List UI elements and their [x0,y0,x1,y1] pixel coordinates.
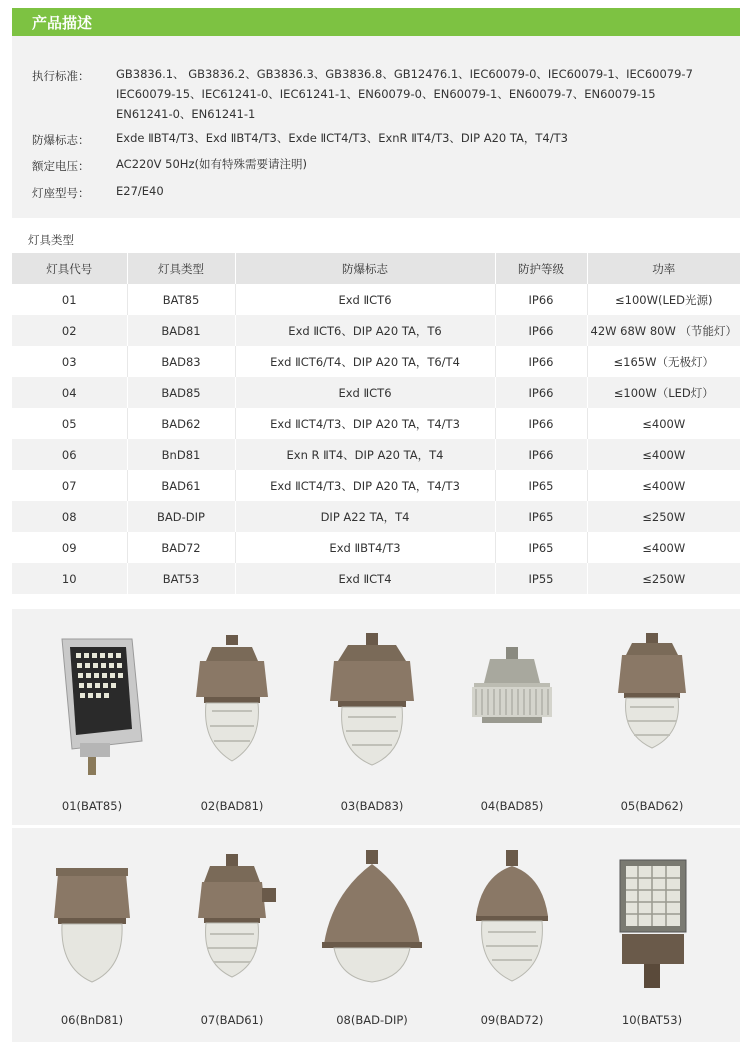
column-header: 功率 [587,253,740,284]
table-cell: Exd ⅡCT4/T3、DIP A20 TA，T4/T3 [235,408,495,439]
table-cell: Exd ⅡCT6 [235,284,495,315]
table-cell: ≤400W [587,470,740,501]
product-gallery-row-1 [12,609,740,825]
explosion-proof-lamp-icon [32,848,152,998]
spec-standard-label: 执行标准： [32,69,90,83]
table-cell: ≤165W（无极灯） [587,346,740,377]
product-caption: 06(BnD81) [60,1013,124,1027]
table-cell: BAD81 [127,315,235,346]
table-row [12,532,740,563]
table-cell: IP66 [495,346,587,377]
product-card [582,848,722,998]
table-cell: ≤400W [587,439,740,470]
column-header: 灯具类型 [127,253,235,284]
product-caption: 04(BAD85) [480,799,544,813]
spec-marking-value: Exde ⅡBT4/T3、Exd ⅡBT4/T3、Exde ⅡCT4/T3、ExnR ⅡT4/T3、DIP A20 TA，T4/T3 [116,131,568,145]
table-cell: BAD72 [127,532,235,563]
table-cell: BAT53 [127,563,235,594]
table-row [12,377,740,408]
product-card [442,848,582,998]
table-row [12,563,740,594]
product-caption: 08(BAD-DIP) [336,1013,408,1027]
table-row [12,346,740,377]
table-cell: IP65 [495,532,587,563]
table-cell: 02 [61,323,77,338]
spec-socket-value: E27/E40 [116,184,164,198]
spec-voltage-label: 额定电压： [32,159,90,173]
table-cell: DIP A22 TA，T4 [235,501,495,532]
explosion-proof-lamp-icon [172,631,292,781]
table-row [12,470,740,501]
dust-proof-lamp-icon [312,848,432,998]
spec-block [12,36,740,218]
table-title: 灯具类型 [28,233,74,247]
table-cell: ≤100W(LED光源) [587,284,740,315]
spec-standard-line3: EN61241-0、EN61241-1 [116,107,256,121]
table-cell: IP66 [495,315,587,346]
table-cell: Exd ⅡCT6、DIP A20 TA，T6 [235,315,495,346]
spec-standard-line1: GB3836.1、 GB3836.2、GB3836.3、GB3836.8、GB12476.1、IEC60079-0、IEC60079-1、IEC60079-7 [116,67,693,81]
spec-marking-label: 防爆标志： [32,133,90,147]
table-cell: Exn R ⅡT4、DIP A20 TA，T4 [235,439,495,470]
product-card [302,631,442,781]
table-cell: IP55 [495,563,587,594]
table-cell: BAD61 [127,470,235,501]
table-cell: 01 [61,292,77,307]
explosion-proof-lamp-icon [172,848,292,998]
table-cell: BAD85 [127,377,235,408]
product-card [582,631,722,781]
product-card [302,848,442,998]
table-cell: 08 [61,509,77,524]
table-cell: 09 [61,540,77,555]
table-cell: BAD83 [127,346,235,377]
table-cell: ≤250W [587,563,740,594]
table-cell: 06 [61,447,77,462]
table-cell: Exd ⅡCT6/T4、DIP A20 TA，T6/T4 [235,346,495,377]
product-card [162,631,302,781]
product-card [22,848,162,998]
table-cell: BAT85 [127,284,235,315]
table-cell: Exd ⅡCT4/T3、DIP A20 TA，T4/T3 [235,470,495,501]
explosion-proof-lamp-icon [312,631,432,781]
table-cell: ≤400W [587,408,740,439]
product-caption: 10(BAT53) [621,1013,683,1027]
column-header: 防护等级 [495,253,587,284]
table-row [12,501,740,532]
table-cell: ≤100W（LED灯） [587,377,740,408]
table-cell: BnD81 [127,439,235,470]
led-highbay-lamp-icon [452,631,572,781]
table-header-row [12,253,740,284]
table-cell: Exd ⅡCT6 [235,377,495,408]
section-title: 产品描述 [32,14,93,32]
table-cell: IP66 [495,439,587,470]
table-row [12,439,740,470]
product-caption: 03(BAD83) [340,799,404,813]
lamp-type-table [12,253,740,594]
table-cell: 03 [61,354,77,369]
table-cell: ≤400W [587,532,740,563]
table-cell: 04 [61,385,77,400]
spec-voltage-value: AC220V 50Hz(如有特殊需要请注明) [116,157,307,171]
table-cell: Exd ⅡBT4/T3 [235,532,495,563]
table-cell: 05 [61,416,77,431]
floodlight-icon [592,848,712,998]
product-caption: 01(BAT85) [61,799,123,813]
table-cell: IP66 [495,408,587,439]
column-header: 灯具代号 [46,261,93,276]
spec-socket-label: 灯座型号： [32,186,90,200]
table-row [12,315,740,346]
section-header [12,8,740,36]
table-cell: IP65 [495,501,587,532]
spec-standard-line2: IEC60079-15、IEC61241-0、IEC61241-1、EN60079-0、EN60079-1、EN60079-7、EN60079-15 [116,87,656,101]
table-row [12,284,740,315]
explosion-proof-lamp-icon [452,848,572,998]
product-caption: 02(BAD81) [200,799,264,813]
table-cell: IP66 [495,377,587,408]
table-cell: 10 [61,571,77,586]
table-cell: 07 [61,478,77,493]
product-card [442,631,582,781]
product-caption: 05(BAD62) [620,799,684,813]
product-gallery-row-2 [12,828,740,1042]
table-cell: 42W 68W 80W （节能灯） [587,315,740,346]
led-street-lamp-icon [32,631,152,781]
table-cell: Exd ⅡCT4 [235,563,495,594]
explosion-proof-lamp-icon [592,631,712,781]
table-cell: IP65 [495,470,587,501]
table-row [12,408,740,439]
table-cell: ≤250W [587,501,740,532]
product-card [162,848,302,998]
product-card [22,631,162,781]
table-cell: BAD-DIP [127,501,235,532]
column-header: 防爆标志 [235,253,495,284]
table-cell: IP66 [495,284,587,315]
table-cell: BAD62 [127,408,235,439]
product-caption: 09(BAD72) [480,1013,544,1027]
product-caption: 07(BAD61) [200,1013,264,1027]
